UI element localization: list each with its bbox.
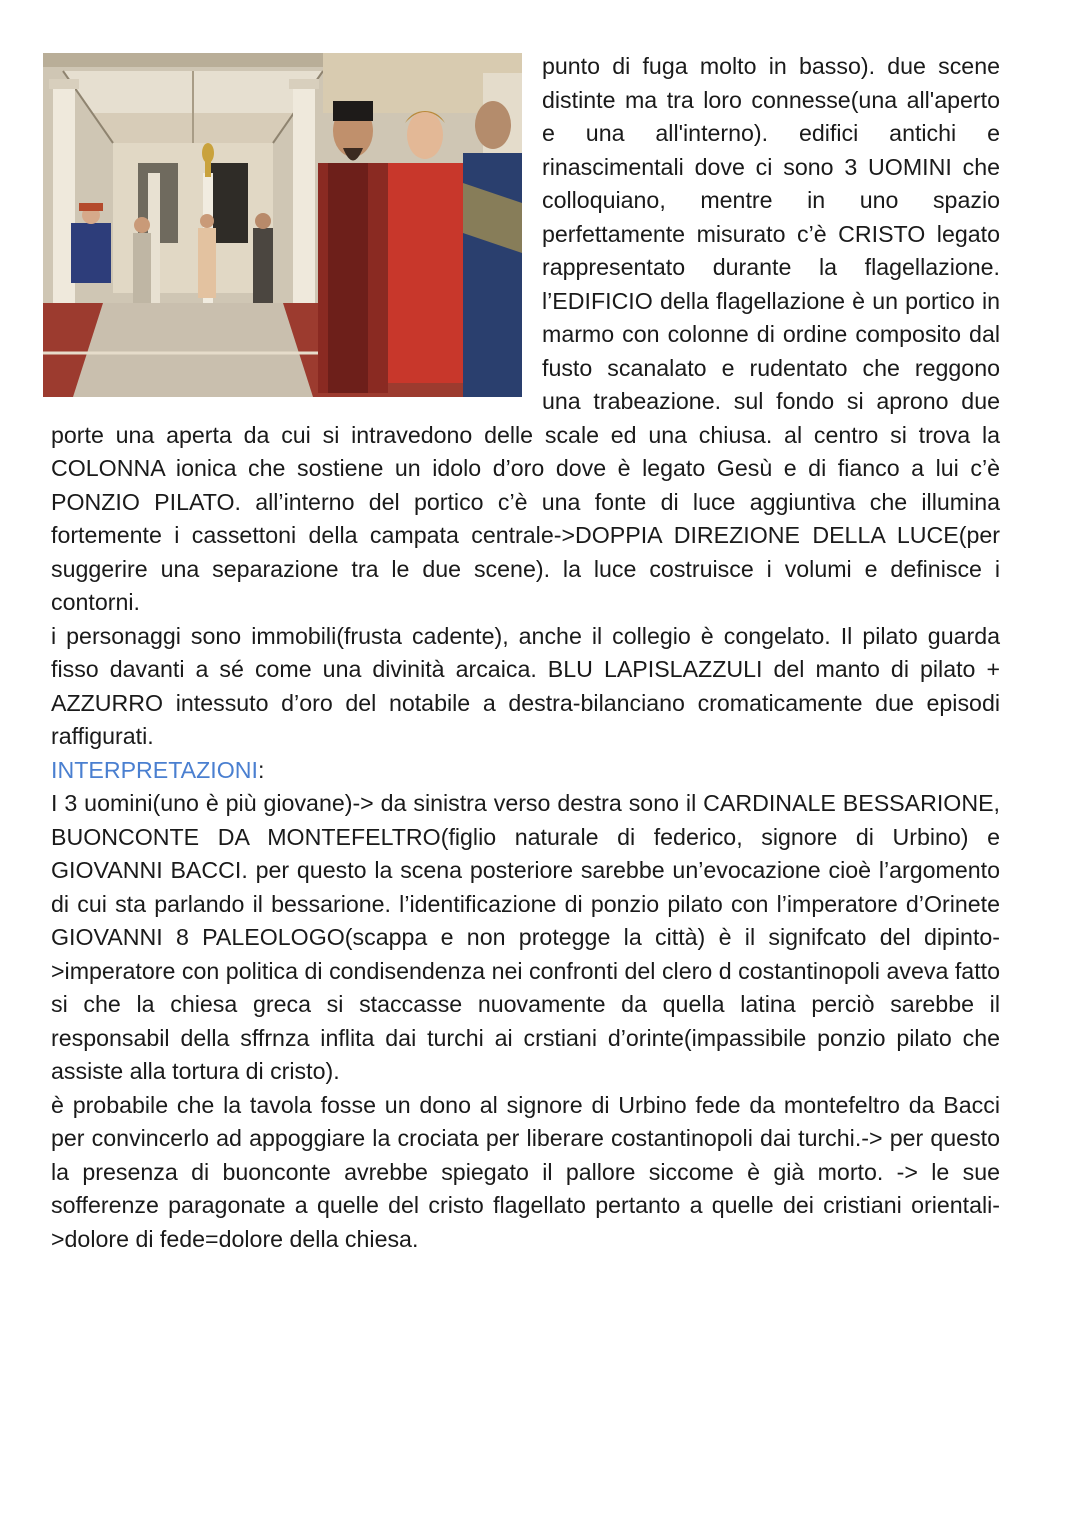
section-heading-interpretations xyxy=(51,754,1000,788)
painting-image xyxy=(43,53,522,397)
paragraph-immobility: i personaggi sono immobili(frusta cadente), anche il collegio è congelato. Il pilato guarda fisso davanti a sé come una divinità arcaica. BLU LAPISLAZZULI del manto di pilato + AZZURRO intessuto d’oro del notabile a destra-bilanciano cromaticamente due episodi raffigurati. xyxy=(51,622,1000,749)
paragraph-three-men: I 3 uomini(uno è più giovane)-> da sinistra verso destra sono il CARDINALE BESSARIONE, BUONCONTE DA MONTEFELTRO(figlio naturale di federico, signore di Urbino) e GIOVANNI BACCI. per questo la scena posteriore sarebbe un’evocazione cioè l’argomento di cui sta parlando il bessarione. l’identificazione di ponzio pilato con l’imperatore d’Orinete GIOVANNI 8 PALEOLOGO(scappa e non protegge la città) è il signifcato del dipinto->imperatore con politica di condisendenza nei confronti del clero d costantinopoli aveva fatto si che la chiesa greca si staccasse nuovamente da quella latina perciò sarebbe il responsabil della sffrnza inflita dai turchi ai crstiani d’orinte(impassibile ponzio pilato che assiste alla tortura di cristo). xyxy=(51,790,1000,1084)
intro-paragraph: punto di fuga molto in basso). due scene distinte ma tra loro connesse(una all'aperto e una all'interno). edifici antichi e rinascimentali dove ci sono 3 UOMINI che colloquiano, mentre in uno spazio perfettamente misurato c’è CRISTO legato rappresentato durante la flagellazione. l’EDIFICIO della flagellazione è un portico in marmo con colonne di ordine composito dal fusto scanalato e rudentato che reggono una trabeazione. sul fondo si aprono due porte una aperta da cui si intravedono delle scale ed una chiusa. al centro si trova la COLONNA ionica che sostiene un idolo d’oro dove è legato Gesù e di fianco a lui c’è PONZIO PILATO. all’interno del portico c’è una fonte di luce aggiuntiva che illumina fortemente i cassettoni della campata centrale->DOPPIA DIREZIONE DELLA LUCE(per suggerire una separazione tra le due scene). la luce costruisce i volumi e definisce i contorni. xyxy=(51,53,1000,615)
paragraph-gift: è probabile che la tavola fosse un dono al signore di Urbino fede da montefeltro da Bacci per convincerlo ad appoggiare la crociata per liberare costantinopoli dai turchi.-> per questo la presenza di buonconte avrebbe spiegato il pallore siccome è già morto. -> le sue sofferenze paragonate a quelle del cristo flagellato pertanto a quelle dei cristiani orientali->dolore di fede=dolore della chiesa. xyxy=(51,1091,1000,1252)
document-body xyxy=(51,50,1000,1256)
heading-text: INTERPRETAZIONI xyxy=(51,756,258,783)
heading-colon: : xyxy=(257,756,265,783)
